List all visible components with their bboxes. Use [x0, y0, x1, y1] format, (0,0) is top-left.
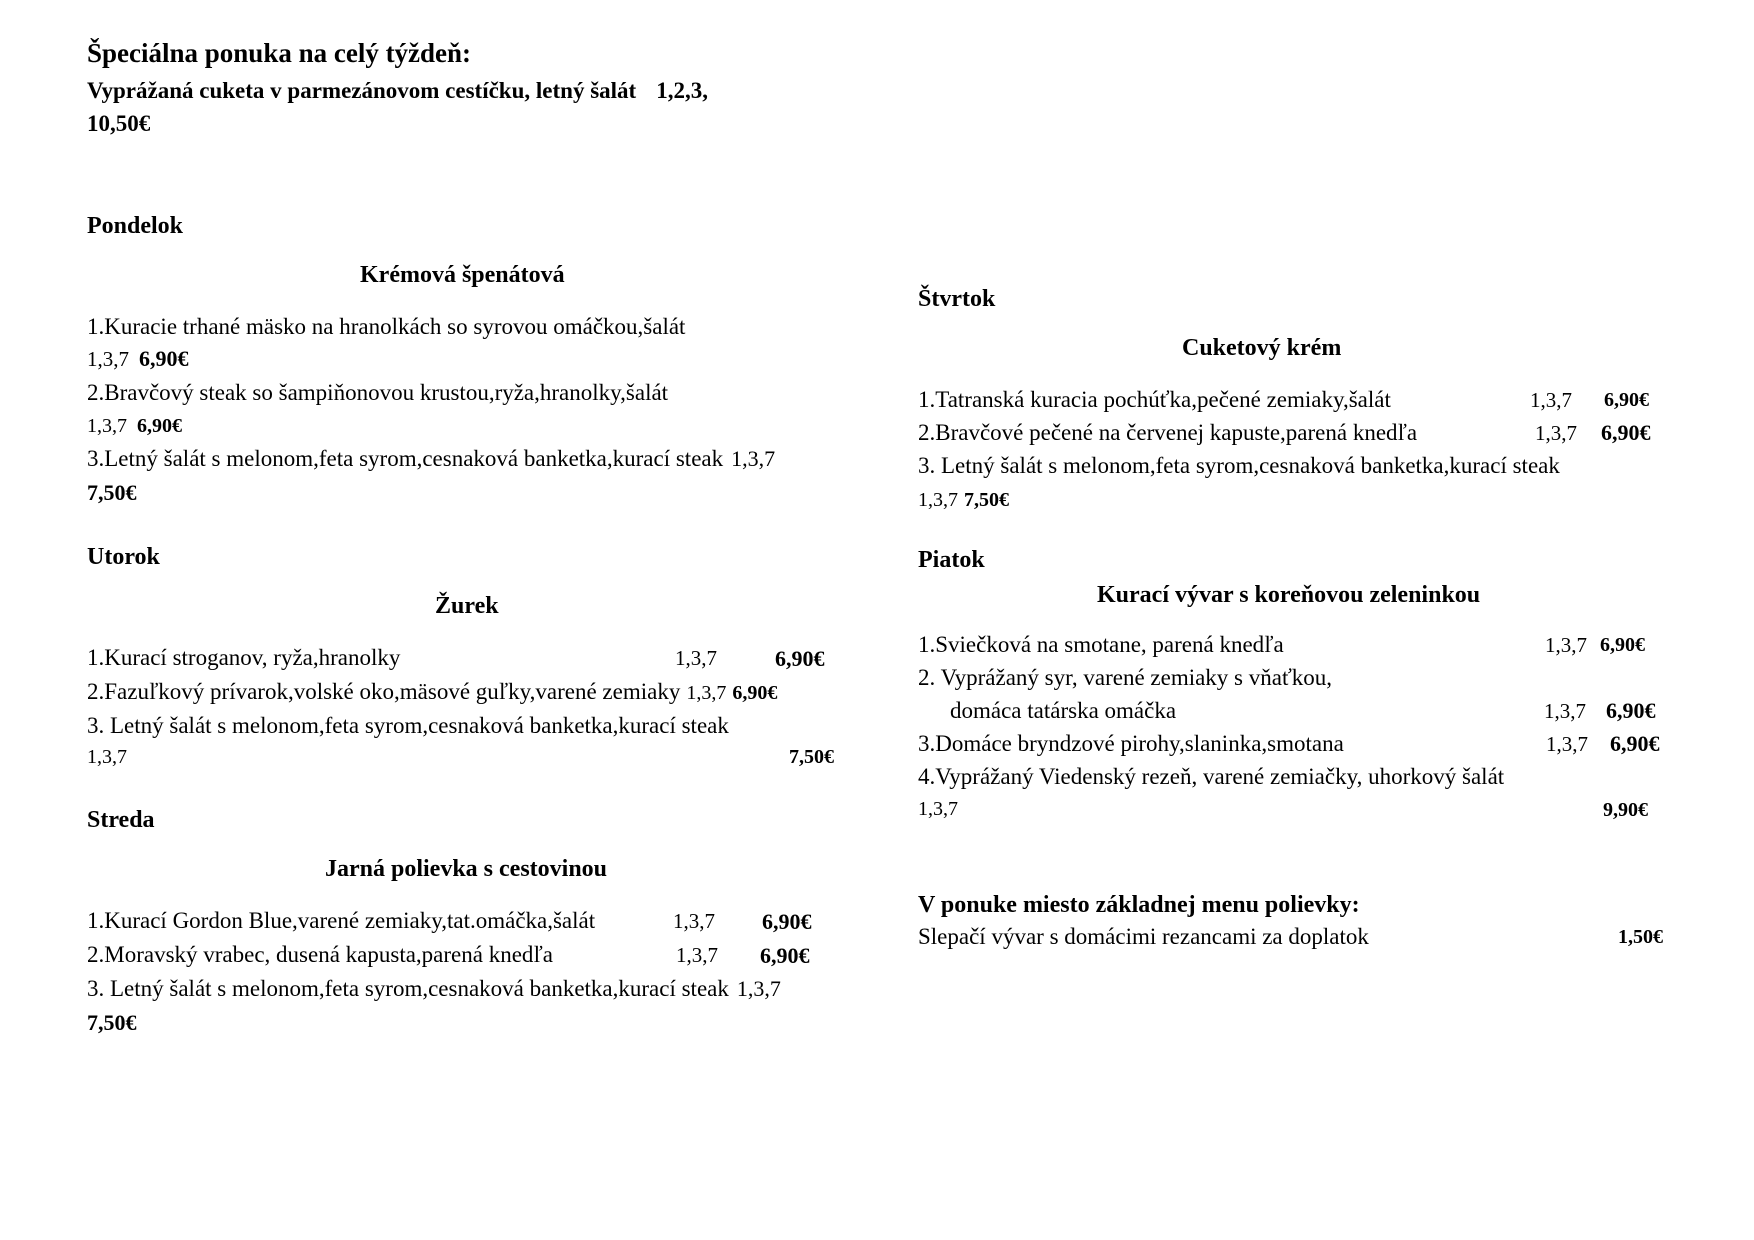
tuesday-item-2-text-line — [87, 679, 777, 705]
monday-item-3-text-line — [87, 446, 775, 472]
special-offer-dish-text: Vyprážaná cuketa v parmezánovom cestíčku, letný šalát — [87, 78, 637, 103]
day-thursday: Štvrtok — [918, 286, 996, 312]
thursday-item-3-price: 7,50€ — [964, 489, 1009, 511]
tuesday-item-1-text: 1.Kurací stroganov, ryža,hranolky — [87, 645, 401, 670]
special-offer-dish — [87, 78, 708, 104]
friday-item-4-text: 4.Vyprážaný Viedenský rezeň, varené zemiačky, uhorkový šalát — [918, 764, 1505, 789]
special-offer-allergens: 1,2,3, — [656, 78, 708, 103]
wednesday-item-3-text: 3. Letný šalát s melonom,feta syrom,cesnaková banketka,kurací steak — [87, 976, 729, 1001]
special-offer-price: 10,50€ — [87, 111, 151, 136]
soup-wednesday: Jarná polievka s cestovinou — [325, 856, 608, 882]
monday-item-3-price: 7,50€ — [87, 480, 137, 505]
monday-item-1-price-line — [87, 346, 189, 372]
soup-monday: Krémová špenátová — [360, 262, 565, 288]
wednesday-item-1-price: 6,90€ — [762, 909, 812, 934]
monday-item-2-text: 2.Bravčový steak so šampiňonovou krustou,ryža,hranolky,šalát — [87, 380, 669, 405]
wednesday-item-2-text: 2.Moravský vrabec, dusená kapusta,parená knedľa — [87, 942, 553, 967]
friday-item-2-price: 6,90€ — [1606, 698, 1656, 723]
friday-item-1-text: 1.Sviečková na smotane, parená knedľa — [918, 632, 1284, 657]
tuesday-item-1-price: 6,90€ — [775, 646, 825, 671]
tuesday-item-2-allergens: 1,3,7 — [686, 682, 727, 704]
friday-item-1-allergens: 1,3,7 — [1545, 633, 1587, 657]
monday-item-3-allergens: 1,3,7 — [731, 446, 776, 471]
thursday-item-1-allergens: 1,3,7 — [1530, 388, 1572, 412]
thursday-item-2-allergens: 1,3,7 — [1535, 421, 1577, 445]
wednesday-item-2-price: 6,90€ — [760, 943, 810, 968]
tuesday-item-3-price: 7,50€ — [789, 746, 834, 768]
soup-option-title: V ponuke miesto základnej menu polievky: — [918, 892, 1360, 918]
monday-item-2-allergens: 1,3,7 — [87, 415, 127, 437]
monday-item-1-text: 1.Kuracie trhané mäsko na hranolkách so syrovou omáčkou,šalát — [87, 314, 686, 339]
tuesday-item-3-text: 3. Letný šalát s melonom,feta syrom,cesnaková banketka,kurací steak — [87, 713, 729, 738]
friday-item-2-text: 2. Vyprážaný syr, varené zemiaky s vňaťkou, — [918, 665, 1333, 690]
thursday-item-3-allergens: 1,3,7 — [918, 489, 958, 511]
day-friday: Piatok — [918, 547, 985, 573]
soup-option-text: Slepačí vývar s domácimi rezancami za doplatok — [918, 924, 1369, 949]
monday-item-1-price: 6,90€ — [139, 346, 189, 371]
thursday-item-3-price-line — [918, 486, 1009, 512]
thursday-item-1-text: 1.Tatranská kuracia pochúťka,pečené zemiaky,šalát — [918, 387, 1391, 412]
friday-item-3-allergens: 1,3,7 — [1546, 732, 1588, 756]
monday-item-2-price: 6,90€ — [137, 415, 182, 437]
day-tuesday: Utorok — [87, 544, 160, 570]
soup-friday: Kurací vývar s koreňovou zeleninkou — [1097, 582, 1481, 608]
thursday-item-3-text: 3. Letný šalát s melonom,feta syrom,cesnaková banketka,kurací steak — [918, 453, 1560, 478]
tuesday-item-2-price: 6,90€ — [732, 682, 778, 704]
friday-item-4-price: 9,90€ — [1603, 799, 1648, 821]
friday-item-3-price: 6,90€ — [1610, 731, 1660, 756]
friday-item-1-price: 6,90€ — [1600, 634, 1645, 656]
tuesday-item-1-allergens: 1,3,7 — [675, 646, 717, 670]
friday-item-2-text-cont: domáca tatárska omáčka — [950, 698, 1177, 723]
special-offer-title: Špeciálna ponuka na celý týždeň: — [87, 38, 472, 68]
monday-item-1-allergens: 1,3,7 — [87, 347, 129, 371]
soup-tuesday: Žurek — [435, 593, 499, 619]
friday-item-4-allergens: 1,3,7 — [918, 798, 958, 820]
monday-item-3-text: 3.Letný šalát s melonom,feta syrom,cesnaková banketka,kurací steak — [87, 446, 724, 471]
friday-item-3-text: 3.Domáce bryndzové pirohy,slaninka,smotana — [918, 731, 1344, 756]
wednesday-item-3-allergens: 1,3,7 — [736, 976, 781, 1001]
thursday-item-1-price: 6,90€ — [1604, 389, 1649, 411]
wednesday-item-1-allergens: 1,3,7 — [673, 909, 715, 933]
wednesday-item-2-allergens: 1,3,7 — [676, 943, 718, 967]
tuesday-item-3-allergens: 1,3,7 — [87, 746, 127, 768]
wednesday-item-3-price: 7,50€ — [87, 1010, 137, 1035]
tuesday-item-2-text: 2.Fazuľkový prívarok,volské oko,mäsové guľky,varené zemiaky — [87, 679, 681, 704]
thursday-item-2-price: 6,90€ — [1601, 420, 1651, 445]
day-wednesday: Streda — [87, 807, 155, 833]
thursday-item-2-text: 2.Bravčové pečené na červenej kapuste,parená knedľa — [918, 420, 1418, 445]
wednesday-item-3-text-line — [87, 976, 781, 1002]
soup-option-price: 1,50€ — [1618, 926, 1663, 948]
day-monday: Pondelok — [87, 213, 184, 239]
monday-item-2-price-line — [87, 412, 182, 438]
soup-thursday: Cuketový krém — [1182, 335, 1342, 361]
friday-item-2-allergens: 1,3,7 — [1544, 699, 1586, 723]
wednesday-item-1-text: 1.Kurací Gordon Blue,varené zemiaky,tat.omáčka,šalát — [87, 908, 596, 933]
